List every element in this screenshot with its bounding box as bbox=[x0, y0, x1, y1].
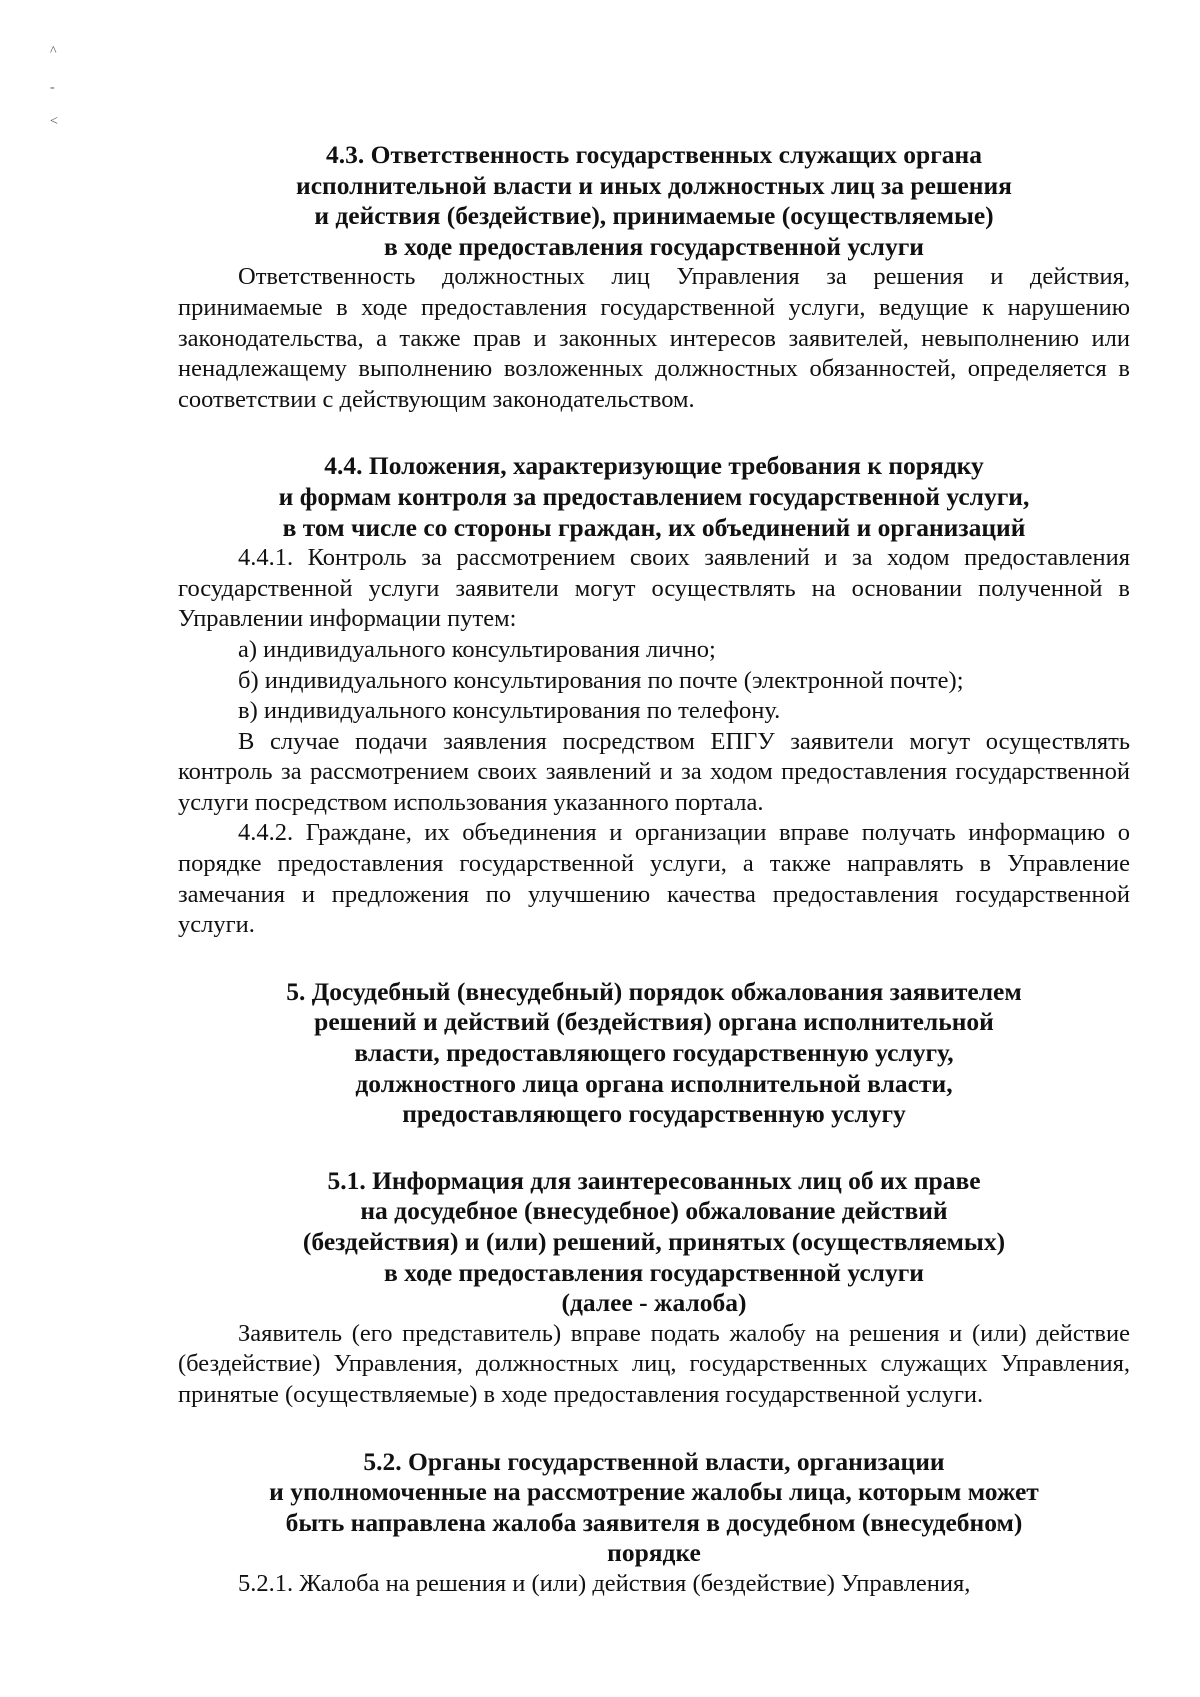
heading-line: и уполномоченные на рассмотрение жалобы лица, которым может bbox=[269, 1477, 1039, 1507]
heading-line: предоставляющего государственную услугу bbox=[402, 1099, 906, 1129]
heading-line: 4.4. Положения, характеризующие требования к порядку bbox=[324, 451, 984, 481]
list-item-b: б) индивидуального консультирования по почте (электронной почте); bbox=[238, 666, 964, 694]
heading-line: порядке bbox=[607, 1538, 701, 1568]
section-5-1-heading bbox=[178, 1166, 1130, 1319]
section-5-heading bbox=[178, 977, 1130, 1130]
paragraph-5-2-1: 5.2.1. Жалоба на решения и (или) действия (бездействие) Управления, bbox=[238, 1569, 971, 1597]
list-item-a: а) индивидуального консультирования лично; bbox=[238, 635, 716, 663]
paragraph-epgu: В случае подачи заявления посредством ЕПГУ заявители могут осуществлять контроль за рассмотрением своих заявлений и за ходом предоставления государственной услуги посредством использования указанного портала. bbox=[178, 727, 1130, 816]
spacer bbox=[178, 415, 1130, 451]
scan-margin-mark: < bbox=[50, 114, 58, 129]
heading-line: в ходе предоставления государственной услуги bbox=[384, 231, 924, 261]
heading-line: власти, предоставляющего государственную услугу, bbox=[354, 1038, 954, 1068]
heading-line: 4.3. Ответственность государственных служащих органа bbox=[325, 140, 982, 169]
section-4-3-heading bbox=[178, 140, 1130, 262]
spacer bbox=[178, 941, 1130, 977]
section-5-2-heading bbox=[178, 1447, 1130, 1569]
heading-line: на досудебное (внесудебное) обжалование действий bbox=[360, 1196, 948, 1226]
section-4-4-heading bbox=[178, 451, 1130, 543]
document-page bbox=[178, 140, 1130, 1600]
heading-line: 5.2. Органы государственной власти, организации bbox=[363, 1446, 945, 1476]
heading-line: решений и действий (бездействия) органа исполнительной bbox=[314, 1007, 994, 1037]
heading-line: (бездействия) и (или) решений, принятых (осуществляемых) bbox=[302, 1227, 1006, 1256]
heading-line: в ходе предоставления государственной услуги bbox=[384, 1257, 924, 1287]
heading-line: и действия (бездействие), принимаемые (осуществляемые) bbox=[314, 201, 994, 231]
heading-line: должностного лица органа исполнительной власти, bbox=[355, 1068, 953, 1098]
section-4-3-paragraph: Ответственность должностных лиц Управления за решения и действия, принимаемые в ходе предоставления государственной услуги, ведущие к нарушению законодательства, а также прав и законных интересов заявителей, невыполнению или ненадлежащему выполнению возложенных должностных обязанностей, определяется в соответствии с действующим законодательством. bbox=[178, 263, 1130, 413]
spacer bbox=[178, 1130, 1130, 1166]
list-item-c: в) индивидуального консультирования по телефону. bbox=[238, 697, 781, 725]
spacer bbox=[178, 1411, 1130, 1447]
section-5-1-paragraph: Заявитель (его представитель) вправе подать жалобу на решения и (или) действие (бездействие) Управления, должностных лиц, государственных служащих Управления, принятые (осуществляемые) в ходе предоставления государственной услуги. bbox=[178, 1319, 1130, 1408]
heading-line: исполнительной власти и иных должностных лиц за решения bbox=[296, 170, 1012, 200]
heading-line: (далее - жалоба) bbox=[561, 1288, 747, 1318]
heading-line: в том числе со стороны граждан, их объединений и организаций bbox=[282, 512, 1026, 542]
heading-line: 5. Досудебный (внесудебный) порядок обжалования заявителем bbox=[286, 976, 1022, 1006]
heading-line: 5.1. Информация для заинтересованных лиц об их праве bbox=[327, 1165, 981, 1195]
heading-line: быть направлена жалоба заявителя в досудебном (внесудебном) bbox=[285, 1507, 1023, 1537]
scan-margin-mark: - bbox=[50, 80, 55, 95]
heading-line: и формам контроля за предоставлением государственной услуги, bbox=[278, 481, 1030, 511]
paragraph-4-4-2: 4.4.2. Граждане, их объединения и организации вправе получать информацию о порядке предоставления государственной услуги, а также направлять в Управление замечания и предложения по улучшению качества предоставления государственной услуги. bbox=[178, 819, 1130, 939]
paragraph-4-4-1: 4.4.1. Контроль за рассмотрением своих заявлений и за ходом предоставления государственной услуги заявители могут осуществлять на основании полученной в Управлении информации путем: bbox=[178, 544, 1130, 633]
scan-margin-mark: ^ bbox=[50, 44, 57, 59]
